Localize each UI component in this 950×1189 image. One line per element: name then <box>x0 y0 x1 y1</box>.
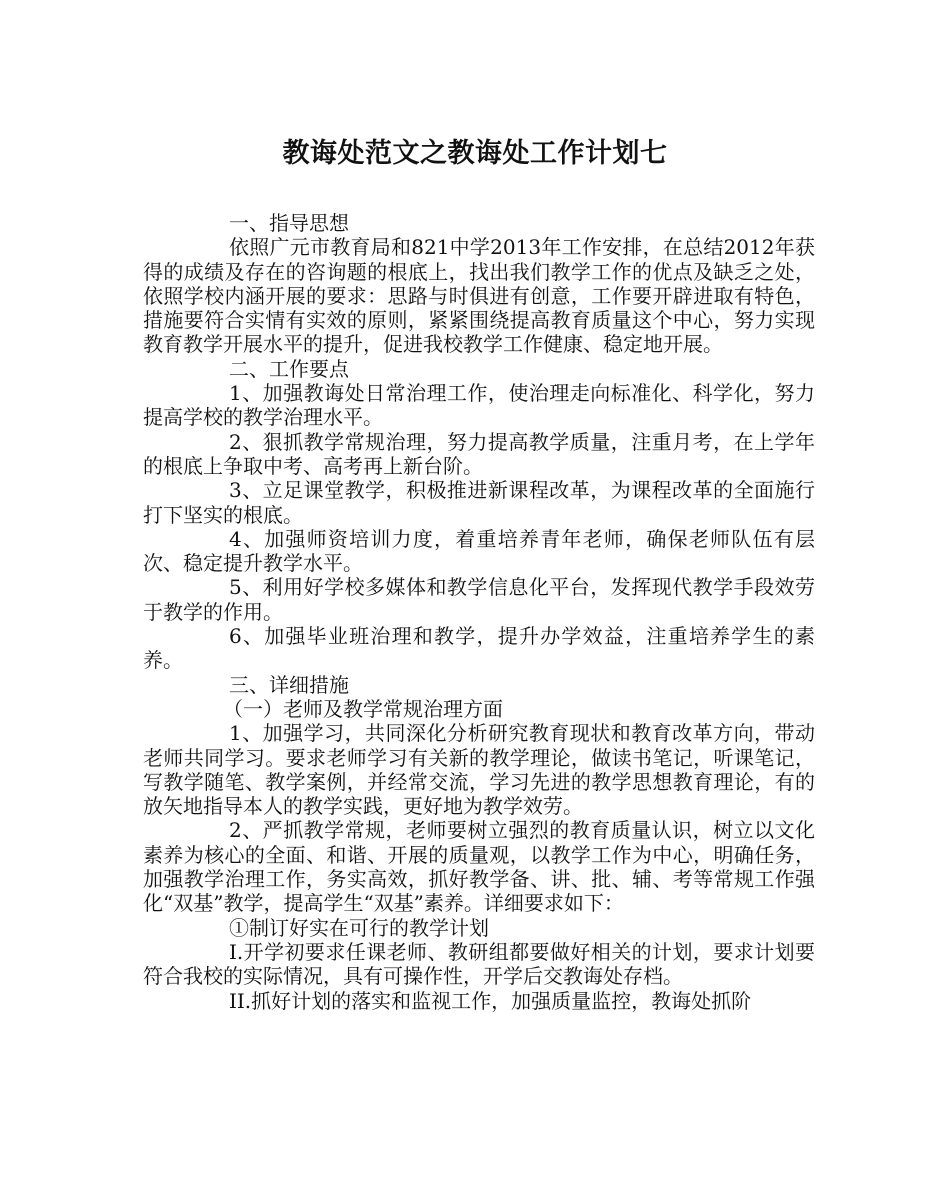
measure-1: 1、加强学习，共同深化分析研究教育现状和教育改革方向，带动老师共同学习。要求老师学习有关新的教学理论，做读书笔记，听课笔记，写教学随笔、教学案例，并经常交流，学习先进的教学思想教育理论，有的放矢地指导本人的教学实践，更好地为教学效劳。 <box>143 721 815 819</box>
work-point-5: 5、利用好学校多媒体和教学信息化平台，发挥现代教学手段效劳于教学的作用。 <box>143 575 815 624</box>
measure-2: 2、严抓教学常规，老师要树立强烈的教育质量认识，树立以文化素养为核心的全面、和谐、开展的质量观，以教学工作为中心，明确任务，加强教学治理工作，务实高效，抓好教学备、讲、批、辅、考等常规工作强化“双基”教学，提高学生“双基”素养。详细要求如下： <box>143 818 815 916</box>
measure-plan-item-2: II.抓好计划的落实和监视工作，加强质量监控，教诲处抓阶 <box>229 988 752 1013</box>
work-point-6: 6、加强毕业班治理和教学，提升办学效益，注重培养学生的素养。 <box>143 624 815 673</box>
work-point-4: 4、加强师资培训力度，着重培养青年老师，确保老师队伍有层次、稳定提升教学水平。 <box>143 526 815 576</box>
document-body <box>143 211 815 1013</box>
work-point-2: 2、狠抓教学常规治理，努力提高教学质量，注重月考，在上学年的根底上争取中考、高考再上新台阶。 <box>143 429 815 478</box>
work-point-1: 1、加强教诲处日常治理工作，使治理走向标准化、科学化，努力提高学校的教学治理水平。 <box>143 381 815 430</box>
measure-plan-item-1: I.开学初要求任课老师、教研组都要做好相关的计划，要求计划要符合我校的实际情况，具有可操作性，开学后交教诲处存档。 <box>143 939 815 989</box>
document-title: 教诲处范文之教诲处工作计划七 <box>282 138 668 169</box>
heading-detailed-measures: 三、详细措施 <box>229 672 349 697</box>
paragraph-guiding-ideology: 依照广元市教育局和821中学2013年工作安排，在总结2012年获得的成绩及存在的咨询题的根底上，找出我们教学工作的优点及缺乏之处，依照学校内涵开展的要求：思路与时俱进有创意，工作要开辟进取有特色，措施要符合实情有实效的原则，紧紧围绕提高教育质量这个中心，努力实现教育教学开展水平的提升，促进我校教学工作健康、稳定地开展。 <box>143 235 815 357</box>
subheading-teacher-management: （一）老师及教学常规治理方面 <box>223 696 503 721</box>
heading-work-points: 二、工作要点 <box>229 356 349 381</box>
heading-guiding-ideology: 一、指导思想 <box>229 211 349 235</box>
work-point-3: 3、立足课堂教学，积极推进新课程改革，为课程改革的全面施行打下坚实的根底。 <box>143 478 815 527</box>
measure-plan-heading: ①制订好实在可行的教学计划 <box>229 915 489 940</box>
